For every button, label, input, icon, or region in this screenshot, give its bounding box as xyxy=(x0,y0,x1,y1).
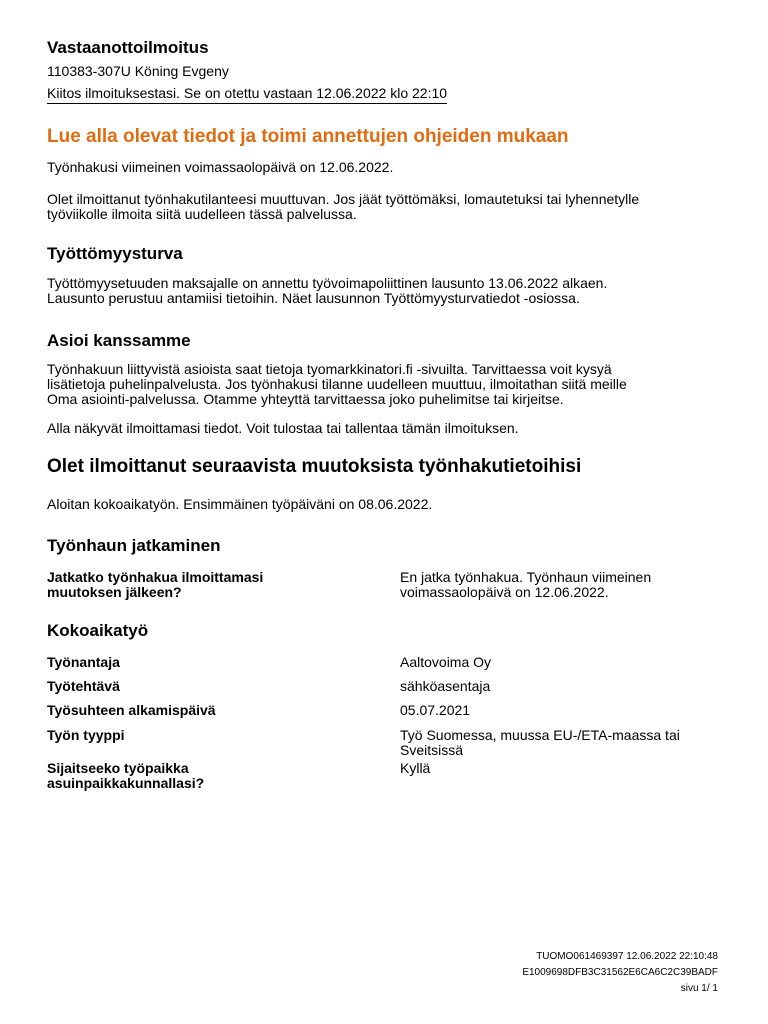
full-time-job-heading: Kokoaikatyö xyxy=(47,621,149,640)
receipt-confirmation: Kiitos ilmoituksestasi. Se on otettu vastaan 12.06.2022 klo 22:10 xyxy=(47,85,447,104)
unemployment-security-line: Työttömyysetuuden maksajalle on annettu työvoimapoliittinen lausunto 13.06.2022 alkaen. xyxy=(47,275,608,291)
page-number: sivu 1/ 1 xyxy=(680,983,718,994)
person-id-name: 110383-307U Köning Evgeny xyxy=(47,63,229,79)
answer-line: En jatka työnhakua. Työnhaun viimeinen xyxy=(400,569,652,585)
job-search-heading: Työnhaun jatkaminen xyxy=(47,536,221,555)
employer-value: Aaltovoima Oy xyxy=(400,654,492,670)
contact-line: Oma asiointi-palvelussa. Otamme yhteyttä tarvittaessa joko puhelimitse tai kirjeitse. xyxy=(47,391,564,407)
job-search-answer xyxy=(400,570,651,600)
instructions-heading: Lue alla olevat tiedot ja toimi annettujen ohjeiden mukaan xyxy=(47,126,569,147)
unemployment-security-heading: Työttömyysturva xyxy=(47,244,183,263)
workplace-location-line: Sijaitseeko työpaikka xyxy=(47,760,189,776)
start-date-value: 05.07.2021 xyxy=(400,702,471,718)
job-title-label: Työtehtävä xyxy=(47,678,120,694)
unemployment-security-text xyxy=(47,276,607,306)
print-save-note: Alla näkyvät ilmoittamasi tiedot. Voit tulostaa tai tallentaa tämän ilmoituksen. xyxy=(47,420,519,436)
employer-label: Työnantaja xyxy=(47,654,120,670)
workplace-location-line: asuinpaikkakunnallasi? xyxy=(47,775,205,791)
workplace-location-value: Kyllä xyxy=(400,760,431,776)
footer-reference: TUOMO061469397 12.06.2022 22:10:48 xyxy=(536,951,718,962)
changes-text: Aloitan kokoaikatyön. Ensimmäinen työpäiväni on 08.06.2022. xyxy=(47,496,433,512)
question-line: muutoksen jälkeen? xyxy=(47,584,182,600)
job-type-label: Työn tyyppi xyxy=(47,727,125,743)
status-changed-line: Olet ilmoittanut työnhakutilanteesi muuttuvan. Jos jäät työttömäksi, lomautetuksi tai lyhennetylle xyxy=(47,191,640,207)
validity-text: Työnhakusi viimeinen voimassaolopäivä on 12.06.2022. xyxy=(47,159,394,175)
job-title-value: sähköasentaja xyxy=(400,678,491,694)
contact-line: lisätietoja puhelinpalvelusta. Jos työnhakusi tilanne uudelleen muuttuu, ilmoitathan siitä meille xyxy=(47,376,627,392)
question-line: Jatkatko työnhakua ilmoittamasi xyxy=(47,569,264,585)
contact-line: Työnhakuun liittyvistä asioista saat tietoja tyomarkkinatori.fi -sivuilta. Tarvittaessa voit kysyä xyxy=(47,361,612,377)
document-title: Vastaanottoilmoitus xyxy=(47,38,209,57)
job-type-line: Sveitsissä xyxy=(400,742,464,758)
footer-checksum: E1009698DFB3C31562E6CA6C2C39BADF xyxy=(522,967,718,978)
job-type-line: Työ Suomessa, muussa EU-/ETA-maassa tai xyxy=(400,727,680,743)
job-search-question xyxy=(47,570,263,600)
workplace-location-label xyxy=(47,761,204,791)
start-date-label: Työsuhteen alkamispäivä xyxy=(47,702,216,718)
changes-heading: Olet ilmoittanut seuraavista muutoksista työnhakutietoihisi xyxy=(47,456,582,477)
contact-heading: Asioi kanssamme xyxy=(47,331,191,350)
unemployment-security-line: Lausunto perustuu antamiisi tietoihin. Näet lausunnon Työttömyysturvatiedot -osiossa. xyxy=(47,290,580,306)
contact-text xyxy=(47,362,627,407)
answer-line: voimassaolopäivä on 12.06.2022. xyxy=(400,584,609,600)
status-changed-text xyxy=(47,192,639,222)
job-type-value xyxy=(400,728,680,758)
status-changed-line: työviikolle ilmoita siitä uudelleen tässä palvelussa. xyxy=(47,206,357,222)
